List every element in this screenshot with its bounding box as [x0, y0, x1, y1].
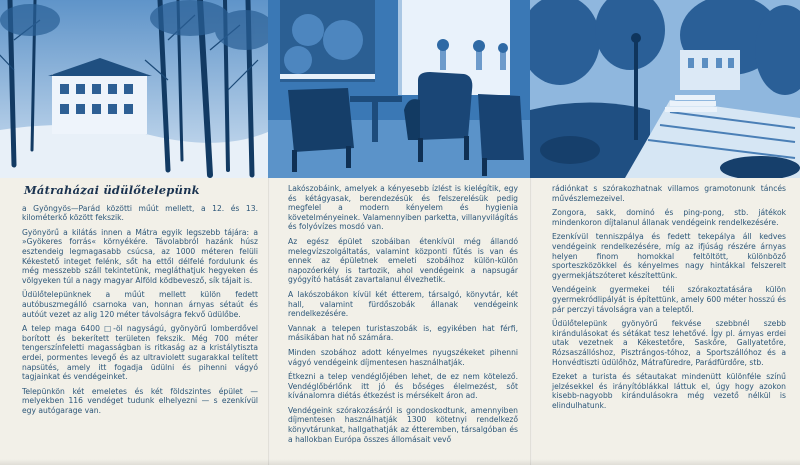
paragraph: Minden szobához adott kényelmes nyugszékeket pihenni vágyó vendégeink díjmentesen használhatják.	[288, 347, 518, 367]
column-text-1	[22, 183, 258, 420]
paragraph: Vendégeink gyermekei téli szórakoztatására külön gyermekródlipályát is építettünk, amely 600 méter hosszú és pár perczyi távolságra van a teleptől.	[552, 285, 786, 314]
paragraph: Étkezni a telep vendéglőjében lehet, de ez nem kötelező. Vendéglőbérlőnk itt jó és bőséges élelmezést, sőt kívánalomra diétás étkezést is mérsékelt áron ad.	[288, 372, 518, 401]
brochure-panel-left	[0, 0, 268, 465]
paragraph: Telepünkön két emeletes és két földszintes épület — melyekben 116 vendéget tudunk elhelyezni — s ezenkívül egy autógarage van.	[22, 386, 258, 415]
column-text-3	[552, 184, 786, 415]
column-text-2	[288, 184, 518, 449]
paper-edge	[0, 459, 268, 465]
photo-terraced-garden-park	[530, 0, 800, 178]
photo-building-in-snowy-forest	[0, 0, 268, 178]
paragraph: Ezenkívül tenniszpálya és fedett tekepálya áll kedves vendégeink rendelkezésére, míg az ifjúság részére árnyas helyen finom homokkal feltöltött, különböző sporteszközökkel és kényelmes nagy hintákkal felszerelt gyermekjátszóteret készítettünk.	[552, 232, 786, 280]
brochure-panel-middle	[268, 0, 530, 465]
paragraph: Az egész épület szobáiban étenkívül még állandó melegvízszolgáltatás, valamint központi fűtés is van és ennek az épületnek emeleti szobáihoz külön-külön napozóerkély is tartozik, ahol vendégeink a napsugár gyógyító hatását zavartalanul élvezhetik.	[288, 236, 518, 285]
paragraph: Vannak a telepen turistaszobák is, egyikében hat férfi, másikában hat nő számára.	[288, 323, 518, 343]
brochure-title: Mátraházai üdülőtelepünk	[24, 183, 200, 197]
paragraph: Zongora, sakk, dominó és ping-pong, stb. játékok mindenkoron díjtalanul állanak vendégeink rendelkezésére.	[552, 208, 786, 227]
photo-interior-lounge-chairs	[268, 0, 530, 178]
paper-edge	[530, 459, 800, 465]
paragraph: Lakószobáink, amelyek a kényesebb ízlést is kielégítik, egy és kétágyasak, berendezésük és felszerelésük pedig megfelel a modern kényelem és hygienia követelményeinek. Valamennyiben parketta, villanyvilágítás és folyóvízes mosdó van.	[288, 184, 518, 232]
paragraph: A lakószobákon kívül két étterem, társalgó, könyvtár, két hall, valamint fürdőszobák állanak vendégeink rendelkezésére.	[288, 289, 518, 319]
brochure-panel-right	[530, 0, 800, 465]
paragraph: Üdülőtelepünk gyönyörű fekvése szebbnél szebb kirándulásokat és sétákat tesz lehetővé. Így pl. árnyas erdei utak vezetnek a Kékestetőre, Saskőre, Gallyatetőre, Rózsaszállóshoz, Pisztrángos-tóhoz, a Sportszállóhoz és a Honvédtiszti üdülőhöz, Mátrafüredre, Parádfürdőre, stb.	[552, 319, 786, 367]
paragraph: rádiónkat s szórakozhatnak villamos gramotonunk táncés művészlemezeivel.	[552, 184, 786, 203]
paragraph: Üdülőtelepünknek a műút mellett külön fedett autóbuszmegálló csarnoka van, honnan árnyas sétaút és autóút vezet az alig 120 méter távolságra fekvő üdülőbe.	[22, 290, 258, 319]
paragraph: a Gyöngyös—Parád közötti műút mellett, a 12. és 13. kilométerkő között fekszik.	[22, 203, 258, 223]
paragraph: A telep maga 6400 □-öl nagyságú, gyönyörű lomberdővel borított és bekerített területen fekszik. Még 700 méter tengerszínfeletti magasságban is ritkaság az a kristálytiszta erdei, pormentes levegő és az ultraviolett sugarakkal telített napsütés, amely itt fogadja üdülni és pihenni vágyó tagjainkat és vendégeinket.	[22, 324, 258, 382]
paragraph: Vendégeink szórakozásáról is gondoskodtunk, amennyiben díjmentesen használhatják 1300 kötetnyi rendelkező könyvtárunkat, hallgathatják az étteremben, társalgóban és a hallokban Európa összes állomásait vevő	[288, 405, 518, 444]
paper-edge	[268, 459, 530, 465]
paragraph: Ezeket a turista és sétautakat mindenütt különféle színű jelzésekkel és irányítóblákkal láttuk el, úgy hogy azokon kisebb-nagyobb kirándulásokra még vezető nélkül is elindulhatunk.	[552, 372, 786, 410]
paragraph: Gyönyörű a kilátás innen a Mátra egyik legszebb tájára: a »Gyökeres forrás« környékére. Távolabbról hazánk húsz esztendeig legmagasabb csúcsa, az 1000 méteren felüli Kékestető integet felénk, sőt ha ettől délfelé fordulunk és még messzebb száll tekintetünk, megláthatjuk hegyeken és völgyeken túl a nagy magyar Alföld ködbevesző, sík tájait is.	[22, 227, 258, 285]
